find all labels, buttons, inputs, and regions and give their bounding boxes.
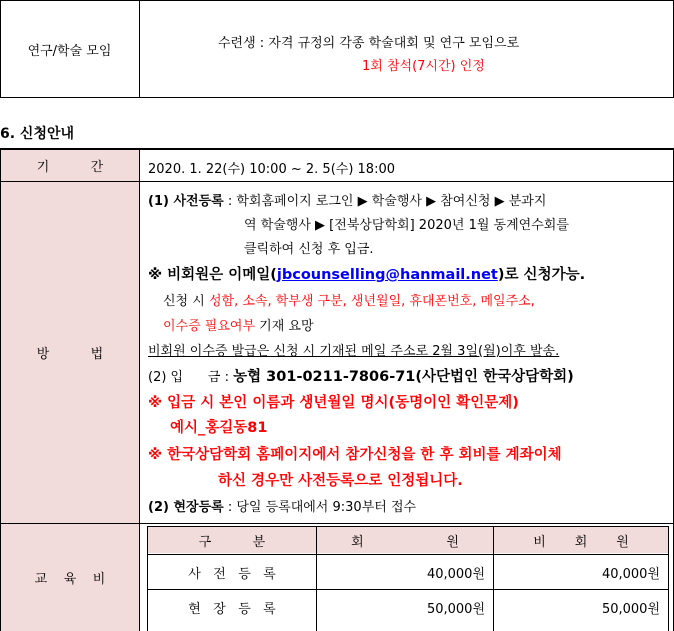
period-value: 2020. 1. 22(수) 10:00 ~ 2. 5(수) 18:00 <box>148 162 395 177</box>
email-link[interactable]: jbcounselling@hanmail.net <box>276 267 498 283</box>
requirement-fields-2: 이수증 필요여부 <box>163 319 256 334</box>
onsite-line <box>148 496 416 515</box>
requirement-text-b: 기재 요망 <box>255 319 314 334</box>
fee-row-2-member: 50,000원 <box>426 601 485 617</box>
period-label-cell <box>1 150 139 180</box>
fee-row-1-member: 40,000원 <box>426 566 485 582</box>
period-label: 기 간 <box>36 159 104 175</box>
pre-registration-text-1: : 학회홈페이지 로그인 ▶ 학술행사 ▶ 참여신청 ▶ 분과지 <box>223 194 547 209</box>
note-1-example: 예시_홍길동81 <box>170 420 268 436</box>
fee-header-member: 회 원 <box>351 535 459 550</box>
method-label: 방 법 <box>36 347 104 362</box>
pre-registration-line-2: 역 학술행사 ▶ [전북상담학회] 2020년 1월 동계연수회를 <box>244 218 569 233</box>
fee-header-nonmember: 비 회 원 <box>533 535 629 550</box>
onsite-text: : 당일 등록대에서 9:30부터 접수 <box>223 500 417 515</box>
nonmember-text-a: ※ 비회원은 이메일( <box>148 267 277 283</box>
fee-row-1-type: 사 전 등 록 <box>188 566 276 582</box>
top-line-2: 1회 참석(7시간) 인정 <box>362 59 485 74</box>
fee-row-1-nonmember: 40,000원 <box>601 566 660 582</box>
fee-label-cell <box>1 524 139 631</box>
payment-label: (2) 입 금 : <box>148 370 234 385</box>
certificate-note: 비회원 이수증 발급은 신청 시 기재된 메일 주소로 2월 3일(월)이후 발송. <box>148 344 560 359</box>
requirement-text-a: 신청 시 <box>163 294 209 309</box>
requirement-line-2 <box>163 315 314 334</box>
fee-row-2-type: 현 장 등 록 <box>188 601 276 617</box>
nonmember-text-b: )로 신청가능. <box>497 267 586 283</box>
top-label-cell <box>0 0 139 98</box>
payment-line <box>148 365 574 386</box>
top-line-1: 수련생 : 자격 규정의 각종 학술대회 및 연구 모임으로 <box>218 36 520 51</box>
note-2-line-2: 하신 경우만 사전등록으로 인정됩니다. <box>218 473 463 489</box>
onsite-label: (2) 현장등록 <box>148 500 224 515</box>
pre-registration-line-1 <box>148 190 546 209</box>
requirement-line-1 <box>163 290 535 309</box>
note-1: ※ 입금 시 본인 이름과 생년월일 명시(동명이인 확인문제) <box>148 395 519 411</box>
fee-row-2-nonmember: 50,000원 <box>601 601 660 617</box>
fee-header-type: 구 분 <box>198 535 266 550</box>
requirement-fields-1: 성함, 소속, 학부생 구분, 생년월일, 휴대폰번호, 메일주소, <box>208 294 535 309</box>
note-2-line-1: ※ 한국상담학회 홈페이지에서 참가신청을 한 후 회비를 계좌이체 <box>148 447 562 463</box>
top-label: 연구/학술 모임 <box>27 43 112 59</box>
method-label-cell <box>1 182 139 523</box>
payment-account: 농협 301-0211-7806-71(사단법인 한국상담학회) <box>233 369 574 385</box>
top-divider <box>139 0 140 98</box>
label-column-divider <box>139 150 140 631</box>
pre-registration-label: (1) 사전등록 <box>148 194 224 209</box>
section-title: 6. 신청안내 <box>0 126 75 142</box>
nonmember-line <box>148 263 585 284</box>
fee-label: 교 육 비 <box>34 572 106 587</box>
pre-registration-line-3: 클릭하여 신청 후 입금. <box>244 242 374 257</box>
